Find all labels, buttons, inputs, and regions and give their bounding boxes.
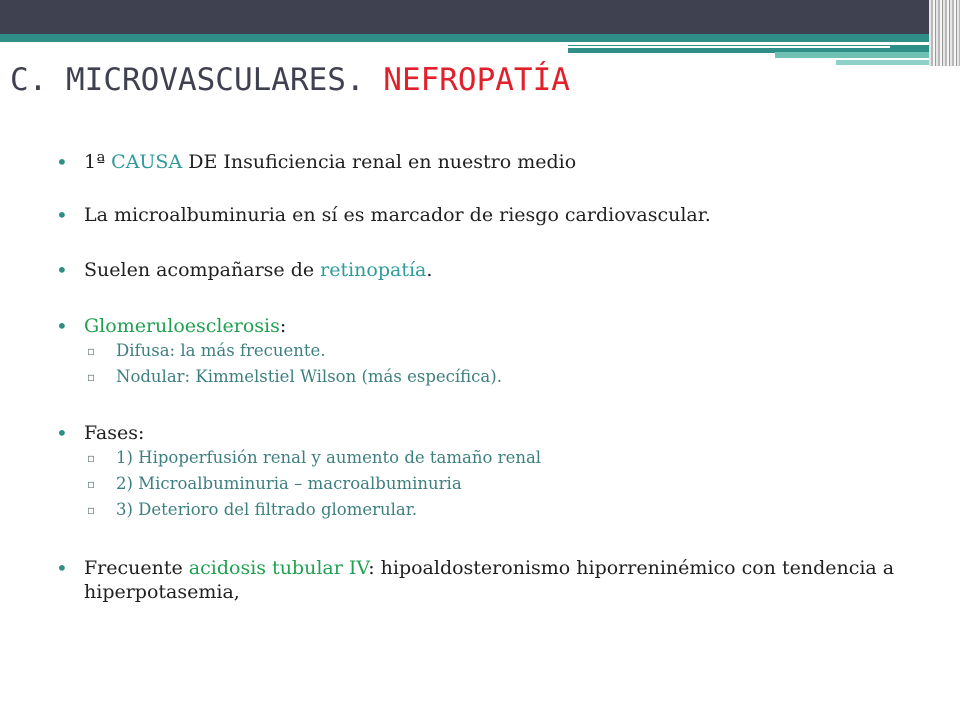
sub-bullet-item: ▫ Difusa: la más frecuente. (56, 338, 926, 364)
bullet-marker: • (56, 314, 68, 338)
top-decorative-band (0, 0, 960, 34)
bullet-item: • Fases: (56, 421, 145, 445)
bullet-list (56, 148, 926, 604)
sub-bullet-marker: ▫ (87, 477, 96, 491)
highlight-text: Glomeruloesclerosis (84, 315, 280, 337)
sub-bullet-item: ▫ 1) Hipoperfusión renal y aumento de tamaño renal (56, 445, 926, 471)
sub-bullet-marker: ▫ (87, 503, 96, 517)
sub-bullet-marker: ▫ (87, 370, 96, 384)
highlight-text: acidosis tubular IV (188, 557, 369, 579)
sub-bullet-item: ▫ 2) Microalbuminuria – macroalbuminuria (56, 471, 926, 497)
bullet-item: • La microalbuminuria en sí es marcador de riesgo cardiovascular. (56, 203, 711, 227)
highlight-text: retinopatía (320, 259, 427, 281)
highlight-text: CAUSA (111, 151, 183, 173)
bullet-marker: • (56, 203, 68, 227)
teal-decorative-band (0, 34, 960, 42)
striped-corner-ornament (929, 0, 960, 66)
bullet-item: • Glomeruloesclerosis: (56, 314, 287, 338)
sub-bullet-item: ▫ 3) Deterioro del filtrado glomerular. (56, 497, 926, 523)
decorative-divider (568, 46, 890, 48)
title-main: C. MICROVASCULARES. (10, 62, 365, 98)
bullet-item: • Frecuente acidosis tubular IV: hipoaldosteronismo hiporreninémico con tendencia a hiperpotasemia, (56, 556, 895, 603)
title-highlight: NEFROPATÍA (383, 62, 570, 98)
bullet-marker: • (56, 421, 68, 445)
bullet-item: • 1ª CAUSA DE Insuficiencia renal en nuestro medio (56, 150, 577, 174)
bullet-marker: • (56, 258, 68, 282)
sub-bullet-marker: ▫ (87, 344, 96, 358)
bullet-marker: • (56, 556, 68, 580)
page-title (10, 62, 570, 98)
bullet-marker: • (56, 150, 68, 174)
sub-bullet-marker: ▫ (87, 451, 96, 465)
sub-bullet-item: ▫ Nodular: Kimmelstiel Wilson (más específica). (56, 364, 926, 390)
bullet-item: • Suelen acompañarse de retinopatía. (56, 258, 433, 282)
